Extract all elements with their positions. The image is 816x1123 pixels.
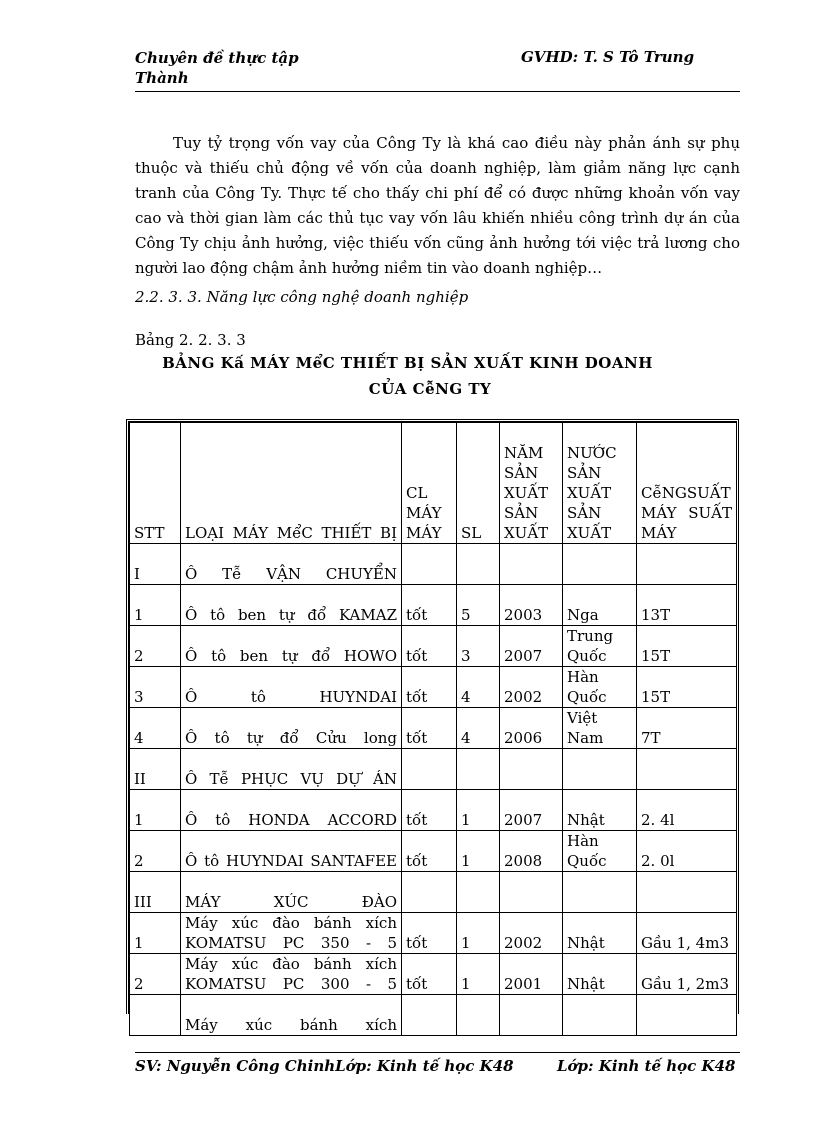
equipment-table-body — [130, 423, 737, 1036]
table-cell: 2003 — [500, 585, 563, 626]
equipment-table-frame — [126, 419, 739, 1034]
table-cell: Trung Quốc — [563, 626, 637, 667]
table-header-cell: CễNGSUẤT MÁY SUẤT MÁY — [637, 423, 737, 544]
table-title-line1: BẢNG Kấ MÁY MểC THIẾT BỊ SẢN XUẤT KINH DOANH — [162, 354, 653, 372]
table-cell: 15T — [637, 626, 737, 667]
table-cell: 1 — [130, 585, 181, 626]
footer-rule — [135, 1052, 740, 1053]
table-cell: Ô tô ben tự đổ KAMAZ — [181, 585, 402, 626]
header-left — [135, 48, 299, 88]
table-header-cell: LOẠI MÁY MểC THIẾT BỊ — [181, 423, 402, 544]
table-cell: Ô tô HONDA ACCORD — [181, 790, 402, 831]
table-cell: Gầu 1, 2m3 — [637, 954, 737, 995]
table-cell — [637, 749, 737, 790]
table-row — [130, 790, 737, 831]
table-cell: 2007 — [500, 790, 563, 831]
table-cell: 1 — [130, 913, 181, 954]
table-cell — [637, 995, 737, 1036]
table-cell: 2002 — [500, 913, 563, 954]
equipment-table — [129, 422, 737, 1036]
table-cell: Ô tô HUYNDAI — [181, 667, 402, 708]
table-cell: 13T — [637, 585, 737, 626]
table-cell: Hàn Quốc — [563, 667, 637, 708]
table-cell: tốt — [402, 667, 457, 708]
table-cell — [637, 544, 737, 585]
header-left-line2: Thành — [135, 69, 189, 87]
table-cell — [457, 544, 500, 585]
table-cell: 2 — [130, 954, 181, 995]
table-row — [130, 831, 737, 872]
table-cell — [563, 872, 637, 913]
table-cell: 1 — [457, 954, 500, 995]
table-cell: 4 — [130, 708, 181, 749]
table-row — [130, 954, 737, 995]
table-cell: 2008 — [500, 831, 563, 872]
table-cell: 2006 — [500, 708, 563, 749]
table-header-cell: STT — [130, 423, 181, 544]
table-cell: Nhật — [563, 790, 637, 831]
table-cell: tốt — [402, 790, 457, 831]
table-cell: Máy xúc bánh xích — [181, 995, 402, 1036]
table-cell: 2001 — [500, 954, 563, 995]
table-row — [130, 913, 737, 954]
table-cell: 1 — [457, 913, 500, 954]
table-cell — [457, 749, 500, 790]
table-cell — [130, 995, 181, 1036]
table-cell: tốt — [402, 954, 457, 995]
table-cell: 2 — [130, 626, 181, 667]
table-cell — [563, 544, 637, 585]
table-cell: 2. 0l — [637, 831, 737, 872]
table-cell — [563, 995, 637, 1036]
table-cell: 2 — [130, 831, 181, 872]
table-cell: Ô tô HUYNDAI SANTAFEE — [181, 831, 402, 872]
header-rule — [135, 91, 740, 92]
table-header-cell: NĂM SẢN XUẤT SẢN XUẤT — [500, 423, 563, 544]
table-title-line2: CỦA CễNG TY — [368, 380, 492, 398]
table-cell — [402, 544, 457, 585]
body-paragraph: Tuy tỷ trọng vốn vay của Công Ty là khá cao điều này phản ánh sự phụ thuộc và thiếu chủ động về vốn của doanh nghiệp, làm giảm năng lực cạnh tranh của Công Ty. Thực tế cho thấy chi phí để có được những khoản vốn vay cao và thời gian làm các thủ tục vay vốn lâu khiến nhiều công trình dự án của Công Ty chịu ảnh hưởng, việc thiếu vốn cũng ảnh hưởng tới việc trả lương cho người lao động chậm ảnh hưởng niềm tin vào doanh nghiệp… — [135, 134, 740, 277]
table-cell — [402, 995, 457, 1036]
table-cell: tốt — [402, 626, 457, 667]
table-cell: Hàn Quốc — [563, 831, 637, 872]
table-cell — [457, 872, 500, 913]
table-row — [130, 749, 737, 790]
table-cell: Ô Tễ PHỤC VỤ DỰ ÁN — [181, 749, 402, 790]
table-row — [130, 872, 737, 913]
table-row — [130, 585, 737, 626]
table-cell: MÁY XÚC ĐÀO — [181, 872, 402, 913]
table-cell: III — [130, 872, 181, 913]
table-cell — [457, 995, 500, 1036]
table-header-cell: CL MÁY MÁY — [402, 423, 457, 544]
table-row — [130, 626, 737, 667]
table-cell: 5 — [457, 585, 500, 626]
table-cell: Máy xúc đào bánh xích KOMATSU PC 300 - 5 — [181, 954, 402, 995]
table-cell: Máy xúc đào bánh xích KOMATSU PC 350 - 5 — [181, 913, 402, 954]
table-label: Bảng 2. 2. 3. 3 — [135, 331, 246, 349]
table-cell: Gầu 1, 4m3 — [637, 913, 737, 954]
table-cell — [500, 872, 563, 913]
table-cell — [637, 872, 737, 913]
table-cell: Ô tô ben tự đổ HOWO — [181, 626, 402, 667]
table-cell: II — [130, 749, 181, 790]
table-cell: 3 — [130, 667, 181, 708]
table-cell: 4 — [457, 708, 500, 749]
table-cell: 1 — [457, 831, 500, 872]
table-cell: 1 — [457, 790, 500, 831]
table-row — [130, 995, 737, 1036]
table-cell: 4 — [457, 667, 500, 708]
table-cell: Nhật — [563, 954, 637, 995]
table-cell — [500, 995, 563, 1036]
table-cell: tốt — [402, 913, 457, 954]
table-row — [130, 667, 737, 708]
table-cell — [402, 872, 457, 913]
footer-left: SV: Nguyễn Công ChinhLớp: Kinh tế học K48 — [135, 1057, 514, 1075]
table-cell: 1 — [130, 790, 181, 831]
table-cell: tốt — [402, 585, 457, 626]
header-right: GVHD: T. S Tô Trung — [521, 48, 695, 66]
table-cell: Nga — [563, 585, 637, 626]
table-cell — [500, 749, 563, 790]
table-cell: Ô Tễ VẬN CHUYỂN — [181, 544, 402, 585]
table-cell: Nhật — [563, 913, 637, 954]
table-header-cell: NƯỚC SẢN XUẤT SẢN XUẤT — [563, 423, 637, 544]
table-cell: 7T — [637, 708, 737, 749]
table-cell: Việt Nam — [563, 708, 637, 749]
footer-right: Lớp: Kinh tế học K48 — [557, 1057, 736, 1075]
table-cell — [500, 544, 563, 585]
table-cell: tốt — [402, 831, 457, 872]
table-row — [130, 544, 737, 585]
table-row — [130, 708, 737, 749]
section-title: 2.2. 3. 3. Năng lực công nghệ doanh nghiệp — [135, 288, 469, 306]
table-cell — [402, 749, 457, 790]
table-cell: 3 — [457, 626, 500, 667]
table-cell — [563, 749, 637, 790]
table-cell: 15T — [637, 667, 737, 708]
table-cell: I — [130, 544, 181, 585]
table-cell: 2007 — [500, 626, 563, 667]
table-cell: 2002 — [500, 667, 563, 708]
table-header-cell: SL — [457, 423, 500, 544]
table-cell: 2. 4l — [637, 790, 737, 831]
table-cell: Ô tô tự đổ Cửu long — [181, 708, 402, 749]
table-cell: tốt — [402, 708, 457, 749]
header-left-line1: Chuyên đề thực tập — [135, 49, 299, 67]
table-header-row — [130, 423, 737, 544]
